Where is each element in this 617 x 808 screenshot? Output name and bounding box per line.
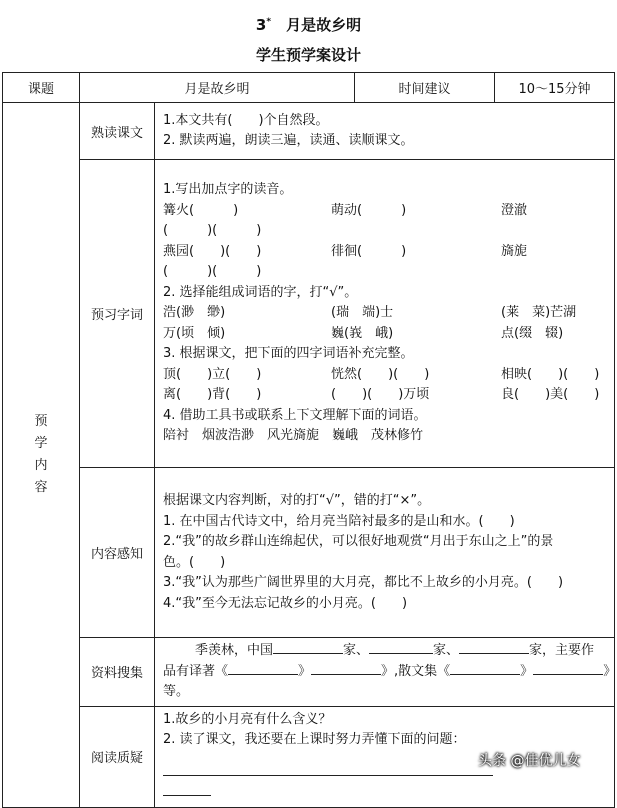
blank-line[interactable] xyxy=(369,641,433,654)
section-question-content: 1.故乡的小月亮有什么含义？ 2. 读了课文，我还要在上课时努力弄懂下面的问题： xyxy=(155,706,615,807)
answer-line[interactable] xyxy=(163,783,211,796)
blank-line[interactable] xyxy=(273,641,343,654)
section-label-words: 预习字词 xyxy=(80,160,155,468)
section-label-research: 资料搜集 xyxy=(80,638,155,707)
worksheet-table xyxy=(2,72,615,808)
section-read-content: 1.本文共有( )个自然段。 2. 默读两遍，朗读三遍，读通、读顺课文。 xyxy=(155,103,615,160)
answer-line[interactable] xyxy=(163,763,493,776)
topic-value: 月是故乡明 xyxy=(80,73,355,103)
blank-line[interactable] xyxy=(533,662,603,675)
section-feel-content: 根据课文内容判断，对的打“√”，错的打“×”。 1. 在中国古代诗文中，给月亮当陪衬最多的是山和水。( ) 2.“我”的故乡群山连绵起伏，可以很好地观赏“月出于东山之上”的景 色。( ) 3.“我”认为那些广阔世界里的大月亮，都比不上故乡的小月亮。( ) 4.“我”至今无法忘记故乡的小月亮。( ) xyxy=(155,468,615,638)
time-value: 10～15分钟 xyxy=(495,73,615,103)
blank-line[interactable] xyxy=(459,641,529,654)
blank-line[interactable] xyxy=(450,662,520,675)
section-label-feel: 内容感知 xyxy=(80,468,155,638)
section-label-read: 熟读课文 xyxy=(80,103,155,160)
blank-line[interactable] xyxy=(311,662,381,675)
watermark: 头条 @佳优儿女 xyxy=(478,753,581,769)
section-words-content: 1.写出加点字的读音。 篝火( ) 萌动( ) 澄澈 ( )( ) 燕园( )( ) 徘徊( ) 旖旎 ( )( ) 2. 选择能组成词语的字，打“√”。 浩(渺 缈) (瑞 端)士 (莱 菜)芒湖 万(顷 倾) 巍(峩 峨) 点(缀 辍) 3. 根据课文，把下面的四字词语补充完整。 顶( )立( ) 恍然( )( ) 相映( )( ) 离( )背( ) ( )( )万顷 良( )美( ) 4. 借助工具书或联系上下文理解下面的词语。 陪衬 烟波浩渺 风光旖旎 巍峨 茂林修竹 xyxy=(155,160,615,468)
side-label: 预 学 内 容 xyxy=(3,103,80,808)
section-label-question: 阅读质疑 xyxy=(80,706,155,807)
label-topic: 课题 xyxy=(3,73,80,103)
section-research-content: 季羡林，中国 家、 家、 家，主要作 品有译著《 》 》,散文集《 》 》 等。 xyxy=(155,638,615,707)
label-time: 时间建议 xyxy=(355,73,495,103)
blank-line[interactable] xyxy=(228,662,298,675)
document-title: 3* 月是故乡明 xyxy=(255,16,362,34)
document-subtitle: 学生预学案设计 xyxy=(255,46,361,64)
